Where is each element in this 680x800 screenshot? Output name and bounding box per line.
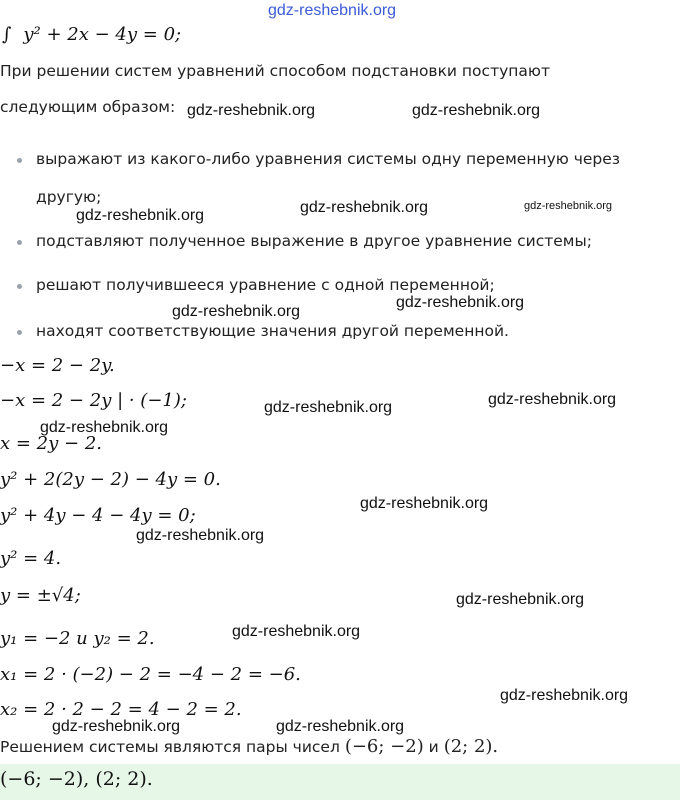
step-3: x = 2y − 2.: [0, 433, 102, 454]
bullet-item-1-cont: другую;: [36, 188, 102, 206]
watermark: gdz-reshebnik.org: [360, 495, 489, 512]
bullet-dot: [17, 330, 22, 335]
system-brace: ∫: [2, 24, 12, 45]
bullet-item-3: решают получившееся уравнение с одной переменной;: [36, 276, 495, 294]
watermark: gdz-reshebnik.org: [396, 294, 525, 311]
step-8: y₁ = −2 и y₂ = 2.: [0, 628, 155, 649]
watermark: gdz-reshebnik.org: [524, 200, 613, 212]
watermark: gdz-reshebnik.org: [52, 718, 181, 735]
watermark: gdz-reshebnik.org: [172, 303, 301, 320]
bullet-item-1: выражают из какого-либо уравнения системы одну переменную через: [36, 150, 621, 168]
watermark: gdz-reshebnik.org: [276, 718, 405, 735]
step-10: x₂ = 2 · 2 − 2 = 4 − 2 = 2.: [0, 699, 242, 720]
bullet-dot: [17, 240, 22, 245]
step-6: y² = 4.: [0, 548, 62, 569]
bullet-item-2: подставляют полученное выражение в другое уравнение системы;: [36, 232, 592, 250]
step-5: y² + 4y − 4 − 4y = 0;: [0, 505, 196, 526]
bullet-dot: [17, 284, 22, 289]
watermark: gdz-reshebnik.org: [40, 419, 169, 436]
watermark: gdz-reshebnik.org: [412, 102, 541, 119]
watermark: gdz-reshebnik.org: [500, 687, 629, 704]
watermark: gdz-reshebnik.org: [187, 102, 316, 119]
answer-text: (−6; −2), (2; 2).: [0, 768, 153, 790]
watermark: gdz-reshebnik.org: [76, 207, 205, 224]
step-1: −x = 2 − 2y.: [0, 355, 115, 376]
watermark: gdz-reshebnik.org: [136, 527, 265, 544]
conclusion-pair-1: (−6; −2): [344, 736, 424, 757]
step-9: x₁ = 2 · (−2) − 2 = −4 − 2 = −6.: [0, 664, 301, 685]
watermark: gdz-reshebnik.org: [264, 399, 393, 416]
bullet-item-4: находят соответствующие значения другой переменной.: [36, 322, 509, 340]
intro-line-2: следующим образом:: [0, 98, 176, 116]
watermark: gdz-reshebnik.org: [232, 623, 361, 640]
conclusion-pair-2: (2; 2).: [443, 736, 499, 757]
system-equation-text: y² + 2x − 4y = 0;: [23, 24, 182, 45]
intro-line-1: При решении систем уравнений способом подстановки поступают: [0, 62, 550, 80]
step-2: −x = 2 − 2y | · (−1);: [0, 390, 187, 411]
watermark: gdz-reshebnik.org: [456, 591, 585, 608]
conclusion-conj: и: [428, 738, 439, 756]
watermark-top: gdz-reshebnik.org: [268, 2, 397, 19]
step-4: y² + 2(2y − 2) − 4y = 0.: [0, 469, 221, 490]
conclusion: [0, 736, 498, 757]
watermark: gdz-reshebnik.org: [488, 391, 617, 408]
bullet-dot: [17, 158, 22, 163]
system-equation: [2, 24, 181, 45]
step-7: y = ±√4;: [0, 585, 81, 606]
watermark: gdz-reshebnik.org: [300, 199, 429, 216]
conclusion-text: Решением системы являются пары чисел: [0, 738, 340, 756]
